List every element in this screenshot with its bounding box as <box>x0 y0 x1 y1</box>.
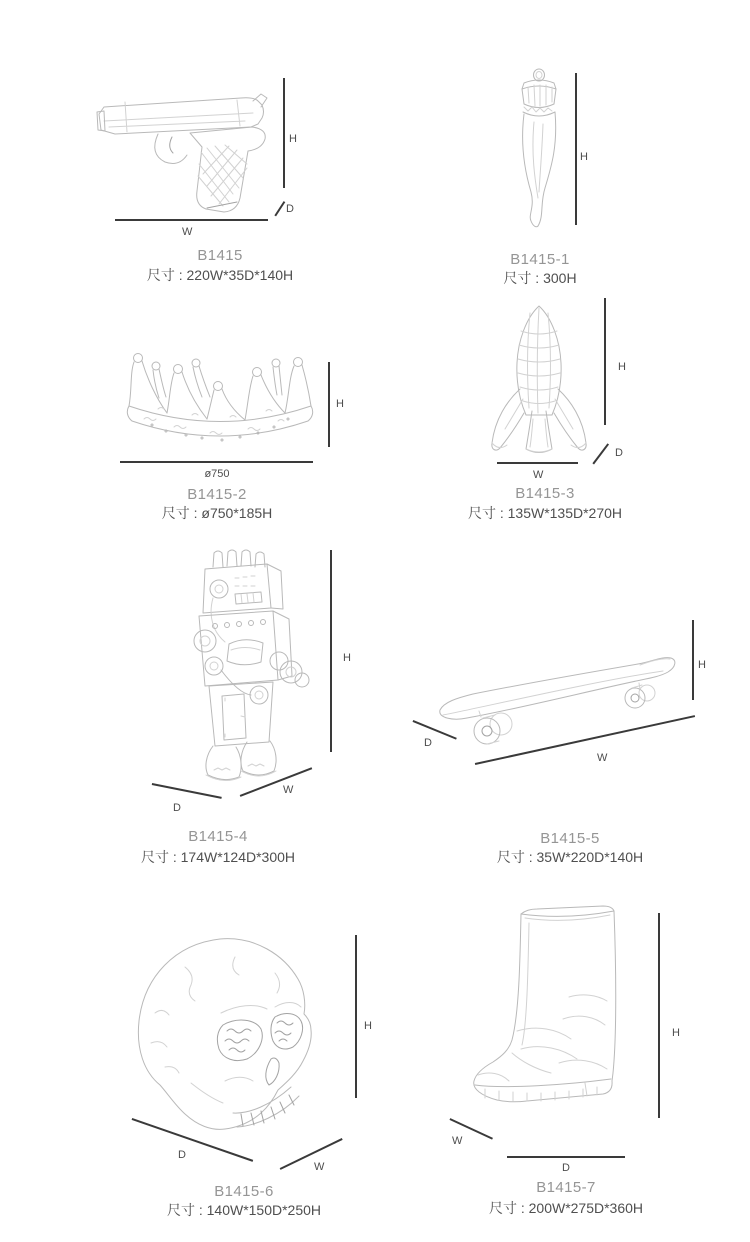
width-dimension-label: W <box>182 226 193 238</box>
height-dimension-label: H <box>289 133 297 145</box>
product-code: B1415-1 <box>510 251 570 268</box>
height-dimension-label: H <box>672 1027 680 1039</box>
depth-dimension-label: D <box>424 737 432 749</box>
width-dimension-label: W <box>283 784 294 796</box>
product-code: B1415-3 <box>515 485 575 502</box>
crown-sketch <box>122 345 318 451</box>
product-code: B1415-4 <box>188 828 248 845</box>
depth-dimension-label: D <box>562 1162 570 1174</box>
width-dimension-label: W <box>452 1135 463 1147</box>
product-code: B1415-6 <box>214 1183 274 1200</box>
height-dimension-label: H <box>336 398 344 410</box>
width-dimension-line <box>115 219 268 221</box>
height-dimension-label: H <box>343 652 351 664</box>
product-size: 尺寸 : 174W*124D*300H <box>140 849 296 865</box>
product-code: B1415-2 <box>187 486 247 503</box>
depth-dimension-label: D <box>615 447 623 459</box>
skull-sketch <box>125 933 333 1143</box>
product-card-pistol <box>60 70 380 300</box>
height-dimension-line <box>328 362 330 447</box>
product-code: B1415 <box>197 247 243 264</box>
depth-dimension-label: D <box>286 203 294 215</box>
height-dimension-label: H <box>698 659 706 671</box>
depth-dimension-line <box>507 1156 625 1158</box>
height-dimension-line <box>283 78 285 188</box>
pistol-sketch <box>95 90 280 220</box>
height-dimension-line <box>692 620 694 700</box>
boot-sketch <box>465 903 640 1128</box>
product-size: 尺寸 : 35W*220D*140H <box>496 849 644 865</box>
product-card-robot <box>58 540 378 870</box>
product-size: 尺寸 : 220W*35D*140H <box>146 267 294 283</box>
product-size: 尺寸 : 140W*150D*250H <box>166 1202 322 1218</box>
product-card-crown <box>57 330 377 530</box>
height-dimension-label: H <box>364 1020 372 1032</box>
height-dimension-label: H <box>618 361 626 373</box>
diameter-dimension-label: ø750 <box>204 468 230 480</box>
product-size: 尺寸 : 135W*135D*270H <box>467 505 623 521</box>
product-card-skull <box>84 920 404 1220</box>
skateboard-sketch <box>435 645 680 750</box>
height-dimension-label: H <box>580 151 588 163</box>
product-size: 尺寸 : ø750*185H <box>161 505 273 521</box>
height-dimension-line <box>575 73 577 225</box>
diameter-dimension-line <box>120 461 313 463</box>
depth-dimension-label: D <box>178 1149 186 1161</box>
product-card-boot <box>406 890 726 1230</box>
height-dimension-line <box>330 550 332 752</box>
height-dimension-line <box>355 935 357 1098</box>
width-dimension-label: W <box>533 469 544 481</box>
height-dimension-line <box>658 913 660 1118</box>
product-code: B1415-7 <box>536 1179 596 1196</box>
rocket-sketch <box>483 303 595 455</box>
height-dimension-line <box>604 298 606 425</box>
width-dimension-label: W <box>314 1161 325 1173</box>
product-card-skateboard <box>410 610 730 870</box>
product-size: 尺寸 : 200W*275D*360H <box>488 1200 644 1216</box>
robot-sketch <box>175 548 315 793</box>
horn-pendant-sketch <box>515 68 563 230</box>
product-card-horn <box>420 55 660 295</box>
product-size: 尺寸 : 300H <box>503 270 577 286</box>
depth-dimension-label: D <box>173 802 181 814</box>
product-card-rocket <box>410 290 680 530</box>
product-code: B1415-5 <box>540 830 600 847</box>
width-dimension-label: W <box>597 752 608 764</box>
width-dimension-line <box>497 462 578 464</box>
